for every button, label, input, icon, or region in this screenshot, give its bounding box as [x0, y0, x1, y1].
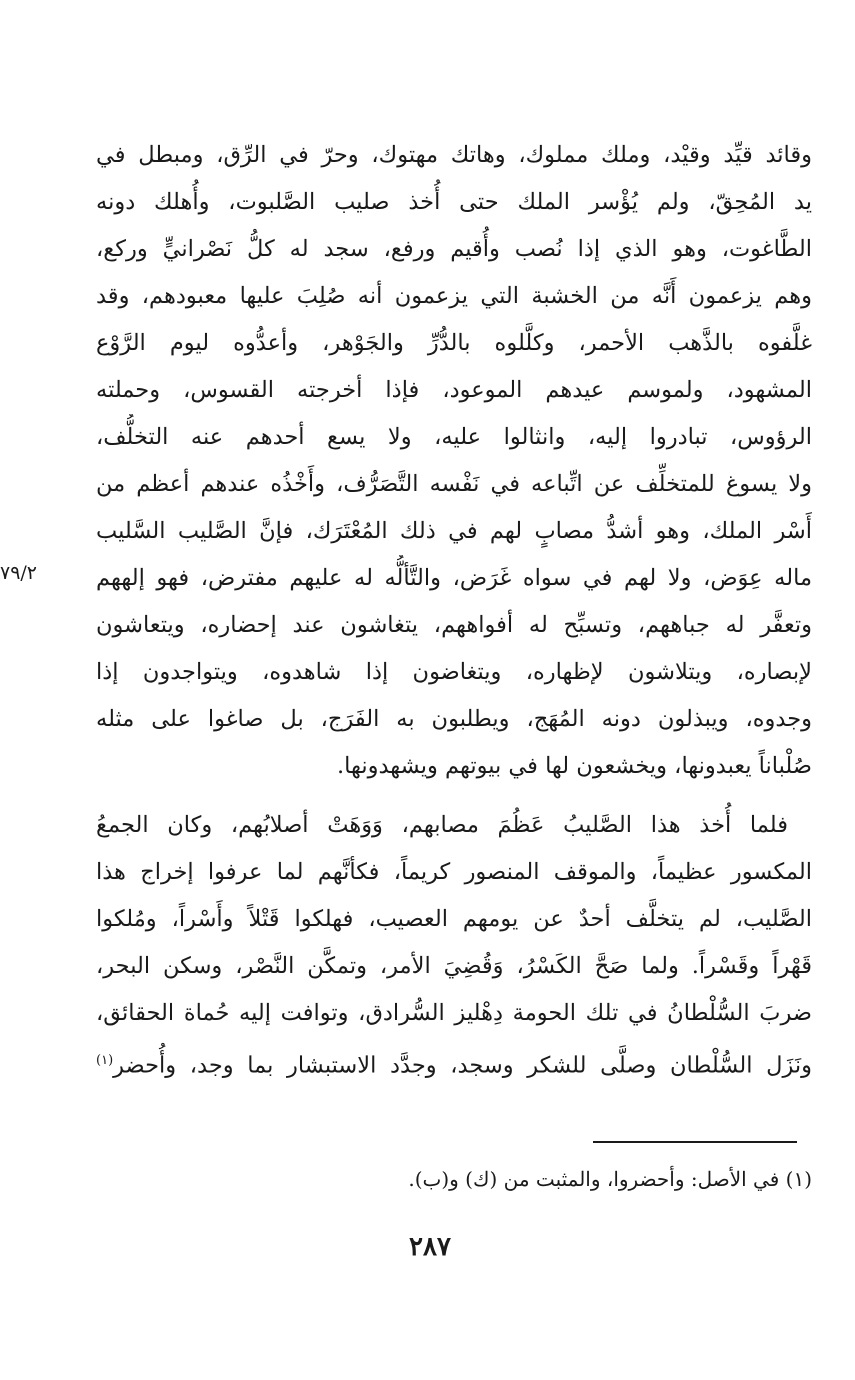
text-line: صُلْباناً يعبدونها، ويخشعون لها في بيوتهم ويشهدونها.: [336, 753, 812, 779]
text-line: وجدوه، ويبذلون دونه المُهَج، ويطلبون به الفَرَج، بل صاغوا على مثله: [96, 706, 812, 732]
text-line: وهم يزعمون أَنَّه من الخشبة التي يزعمون أنه صُلِبَ عليها معبودهم، وقد: [96, 283, 812, 309]
text-line: ماله عِوَض، ولا لهم في سواه غَرَض، والتَّألُّه له عليهم مفترض، فهو إلههم: [96, 565, 812, 591]
text-line: فلما أُخذ هذا الصَّليبُ عَظُمَ مصابهم، وَوَهَتْ أصلابُهم، وكان الجمعُ: [96, 812, 788, 838]
footnote-divider: [593, 1141, 797, 1143]
text-line: وقائد قيِّد وقيْد، وملك مملوك، وهاتك مهتوك، وحرّ في الرِّق، ومبطل في: [96, 142, 812, 168]
text-line: يد المُحِقّ، ولم يُؤْسر الملك حتى أُخذ صليب الصَّلبوت، وأُهلك دونه: [96, 189, 812, 215]
text-line: المشهود، ولموسم عيدهم الموعود، فإذا أخرجته القسوس، وحملته: [96, 377, 812, 403]
text-line: أَسْر الملك، وهو أشدُّ مصابٍ لهم في ذلك المُعْتَرَك، فإنَّ الصَّليب السَّليب: [96, 518, 812, 544]
text-line: المكسور عظيماً، والموقف المنصور كريماً، فكأنَّهم لما عرفوا إخراج هذا: [96, 859, 812, 885]
text-line: الصَّليب، لم يتخلَّف أحدٌ عن يومهم العصيب، فهلكوا قَتْلاً وأَسْراً، ومُلكوا: [96, 906, 812, 932]
margin-reference: ٧٩/٢: [0, 562, 38, 584]
text-line: ولا يسوغ للمتخلِّف عن اتِّباعه في نَفْسه التَّصَرُّف، وأَخْذُه عندهم أعظم من: [96, 471, 812, 497]
text-line: لإبصاره، ويتلاشون لإظهاره، ويتغاضون إذا شاهدوه، ويتواجدون إذا: [96, 659, 812, 685]
text-line: الرؤوس، تبادروا إليه، وانثالوا عليه، ولا يسع أحدهم عنه التخلُّف،: [96, 424, 812, 450]
text-line: قَهْراً وقَسْراً. ولما صَحَّ الكَسْرُ، وَقُضِيَ الأمر، وتمكَّن النَّصْر، وسكن البحر،: [96, 953, 812, 979]
main-paragraph-2: [96, 802, 812, 1084]
page-number: ٢٨٧: [409, 1232, 451, 1262]
text-line: غلَّفوه بالذَّهب الأحمر، وكلَّلوه بالدُّرِّ والجَوْهر، وأعدُّوه ليوم الرَّوْع: [96, 330, 812, 356]
text-line: الطَّاغوت، وهو الذي إذا نُصب وأُقيم ورفع، سجد له كلُّ نَصْرانيٍّ وركع،: [96, 236, 812, 262]
main-paragraph-1: [96, 132, 812, 790]
footnote: (١) في الأصل: وأحضروا، والمثبت من (ك) و(ب).: [408, 1167, 812, 1191]
text-line: ضربَ السُّلْطانُ في تلك الحومة دِهْليز السُّرادق، وتوافت إليه حُماة الحقائق،: [96, 1000, 812, 1026]
text-line-content: ونَزَل السُّلْطان وصلَّى للشكر وسجد، وجدَّد الاستبشار بما وجد، وأُحضر: [113, 1052, 812, 1079]
text-line: [96, 1037, 812, 1084]
text-line: وتعفَّر له جباههم، وتسبِّح له أفواههم، يتغاشون عند إحضاره، ويتعاشون: [96, 612, 812, 638]
footnote-marker: (١): [96, 1053, 114, 1068]
